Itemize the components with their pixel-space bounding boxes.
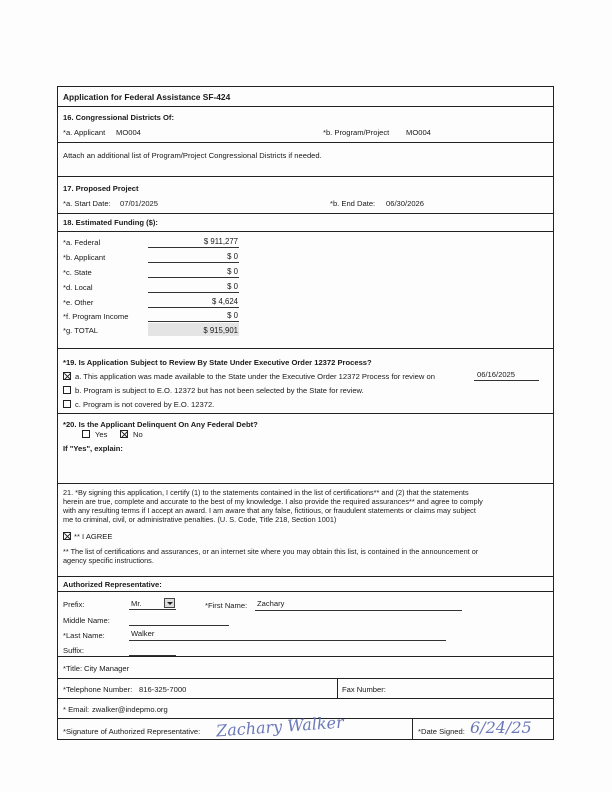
end-date-value[interactable]: 06/30/2026 bbox=[386, 199, 425, 208]
funding-value-total: $ 915,901 bbox=[203, 326, 238, 335]
funding-underline bbox=[148, 262, 239, 263]
funding-value-local[interactable]: $ 0 bbox=[227, 282, 238, 291]
section-18 bbox=[58, 232, 553, 349]
title-label: *Title: bbox=[63, 664, 83, 673]
end-date-label: *b. End Date: bbox=[330, 199, 376, 208]
agree-checkbox[interactable] bbox=[63, 532, 71, 540]
suffix-field[interactable] bbox=[129, 655, 176, 656]
first-name-value[interactable]: Zachary bbox=[257, 599, 285, 608]
middle-name-field[interactable] bbox=[129, 625, 229, 626]
section-19 bbox=[58, 349, 553, 414]
assurance-note: agency specific instructions. bbox=[63, 556, 154, 565]
signature-row bbox=[58, 712, 553, 741]
funding-label-total: *g. TOTAL bbox=[63, 326, 99, 335]
funding-underline bbox=[148, 321, 239, 322]
funding-value-state[interactable]: $ 0 bbox=[227, 267, 238, 276]
first-name-underline bbox=[255, 610, 462, 611]
section-18-header bbox=[58, 214, 553, 232]
funding-underline bbox=[148, 247, 239, 248]
funding-underline bbox=[148, 292, 239, 293]
date-signed-value[interactable]: 6/24/25 bbox=[470, 718, 532, 737]
section-16-heading: 16. Congressional Districts Of: bbox=[63, 113, 174, 122]
phone-label: *Telephone Number: bbox=[63, 685, 133, 694]
section-19-heading: *19. Is Application Subject to Review By State Under Executive Order 12372 Process? bbox=[63, 358, 372, 367]
assurance-note: ** The list of certifications and assurances, or an internet site where you may obtain this list, is contained in the announcement or bbox=[63, 547, 479, 556]
start-date-label: *a. Start Date: bbox=[63, 199, 111, 208]
funding-label-other: *e. Other bbox=[63, 298, 94, 307]
last-name-underline bbox=[129, 640, 446, 641]
funding-value-applicant[interactable]: $ 0 bbox=[227, 252, 238, 261]
funding-value-program-income[interactable]: $ 0 bbox=[227, 311, 238, 320]
form-title-bar bbox=[58, 87, 553, 107]
first-name-label: *First Name: bbox=[205, 601, 248, 610]
fax-label: Fax Number: bbox=[342, 685, 386, 694]
suffix-label: Suffix: bbox=[63, 646, 84, 655]
signature-image: Zachary Walker bbox=[215, 712, 345, 741]
funding-label-federal: *a. Federal bbox=[63, 238, 101, 247]
funding-label-local: *d. Local bbox=[63, 283, 93, 292]
section-20-heading: *20. Is the Applicant Delinquent On Any Federal Debt? bbox=[63, 420, 258, 429]
applicant-district-label: *a. Applicant bbox=[63, 128, 106, 137]
certification-line: herein are true, complete and accurate to the best of my knowledge. I also provide the required assurances** and agree to comply bbox=[63, 497, 483, 506]
date-signed-label: *Date Signed: bbox=[418, 727, 465, 736]
debt-yes-checkbox[interactable] bbox=[82, 430, 90, 438]
section-21 bbox=[58, 484, 553, 577]
attach-note: Attach an additional list of Program/Project Congressional Districts if needed. bbox=[63, 151, 322, 160]
explain-label: If "Yes", explain: bbox=[63, 444, 123, 453]
certification-line: with any resulting terms if I accept an award. I am aware that any false, fictitious, or fraudulent statements or claims may subject bbox=[63, 506, 476, 515]
column-divider bbox=[412, 719, 413, 740]
last-name-value[interactable]: Walker bbox=[131, 629, 155, 638]
prefix-label: Prefix: bbox=[63, 600, 85, 609]
column-divider bbox=[337, 679, 338, 699]
funding-label-program-income: *f. Program Income bbox=[63, 312, 129, 321]
debt-no-checkbox[interactable] bbox=[120, 430, 128, 438]
sf424-form bbox=[57, 86, 554, 740]
form-title: Application for Federal Assistance SF-424 bbox=[63, 92, 231, 102]
option-c-checkbox[interactable] bbox=[63, 400, 71, 408]
funding-value-other[interactable]: $ 4,624 bbox=[211, 297, 238, 306]
middle-name-label: Middle Name: bbox=[63, 616, 110, 625]
section-20 bbox=[58, 414, 553, 484]
section-18-heading: 18. Estimated Funding ($): bbox=[63, 218, 158, 227]
review-date-underline bbox=[474, 380, 539, 381]
prefix-underline bbox=[129, 609, 176, 610]
funding-underline bbox=[148, 307, 239, 308]
authorized-name-block bbox=[58, 592, 553, 657]
last-name-label: *Last Name: bbox=[63, 631, 105, 640]
section-16-attach bbox=[58, 143, 553, 177]
debt-no-label: No bbox=[133, 430, 143, 439]
program-district-value[interactable]: MO004 bbox=[406, 128, 431, 137]
section-17 bbox=[58, 177, 553, 214]
title-value[interactable]: City Manager bbox=[84, 664, 130, 673]
option-a-checkbox[interactable] bbox=[63, 372, 71, 380]
review-date-value[interactable]: 06/16/2025 bbox=[477, 370, 516, 379]
authorized-heading: Authorized Representative: bbox=[63, 580, 162, 589]
section-17-heading: 17. Proposed Project bbox=[63, 184, 139, 193]
funding-label-applicant: *b. Applicant bbox=[63, 253, 106, 262]
program-district-label: *b. Program/Project bbox=[323, 128, 390, 137]
funding-value-federal[interactable]: $ 911,277 bbox=[203, 237, 238, 246]
option-a-label: a. This application was made available to the State under the Executive Order 12372 Process for review on bbox=[75, 372, 435, 381]
signature-label: *Signature of Authorized Representative: bbox=[63, 727, 201, 736]
start-date-value[interactable]: 07/01/2025 bbox=[120, 199, 159, 208]
option-b-checkbox[interactable] bbox=[63, 386, 71, 394]
certification-line: 21. *By signing this application, I certify (1) to the statements contained in the list of certifications** and (2) that the statements bbox=[63, 488, 469, 497]
prefix-value[interactable]: Mr. bbox=[131, 599, 142, 608]
phone-value[interactable]: 816-325-7000 bbox=[139, 685, 187, 694]
option-b-label: b. Program is subject to E.O. 12372 but has not been selected by the State for review. bbox=[75, 386, 364, 395]
phone-row bbox=[58, 679, 553, 699]
certification-line: me to criminal, civil, or administrative penalties. (U. S. Code, Title 218, Section 1001) bbox=[63, 515, 337, 524]
funding-label-state: *c. State bbox=[63, 268, 92, 277]
agree-label: ** I AGREE bbox=[74, 532, 113, 541]
section-16 bbox=[58, 107, 553, 143]
funding-underline bbox=[148, 277, 239, 278]
title-row bbox=[58, 657, 553, 679]
debt-yes-label: Yes bbox=[95, 430, 108, 439]
prefix-dropdown[interactable] bbox=[164, 598, 175, 608]
chevron-down-icon bbox=[167, 602, 173, 605]
authorized-header bbox=[58, 577, 553, 592]
applicant-district-value[interactable]: MO004 bbox=[116, 128, 141, 137]
email-value[interactable]: zwalker@indepmo.org bbox=[92, 705, 168, 714]
option-c-label: c. Program is not covered by E.O. 12372. bbox=[75, 400, 215, 409]
email-label: * Email: bbox=[63, 705, 90, 714]
